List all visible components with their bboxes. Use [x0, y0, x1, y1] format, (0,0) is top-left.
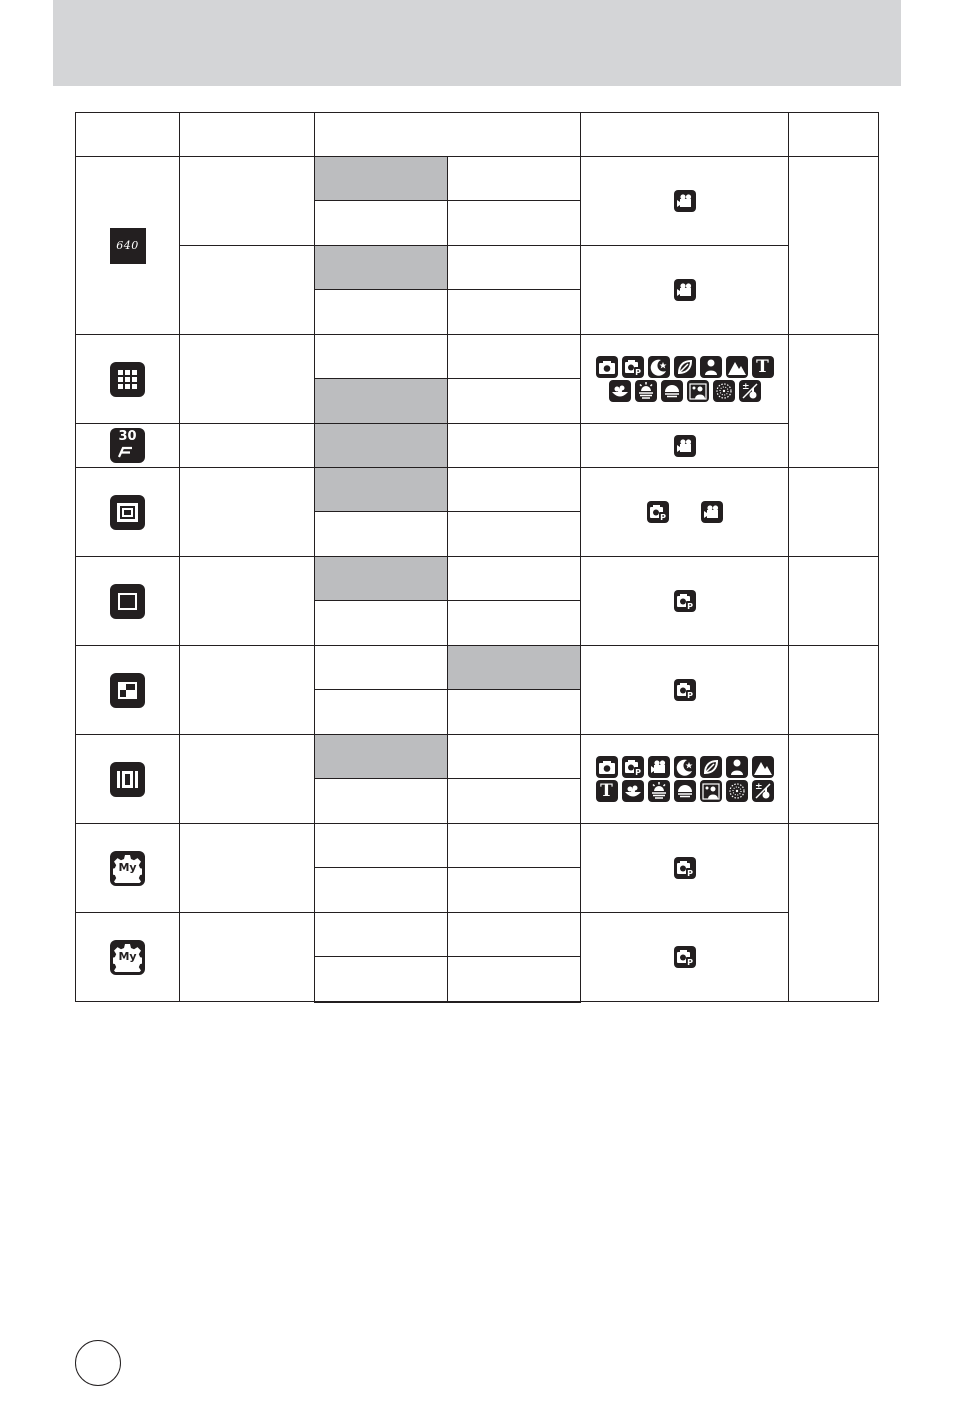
- table-row: [76, 557, 879, 601]
- auto-icon: [596, 756, 618, 778]
- mode-icons-cell: [581, 335, 789, 424]
- page-cell: [789, 335, 879, 468]
- submenu-cell: [448, 824, 581, 868]
- portrait-icon: [726, 756, 748, 778]
- mycam-setting-icon: My: [110, 851, 145, 886]
- header-cell-tab: [76, 113, 180, 157]
- table-row: [76, 735, 879, 779]
- submenu-cell: [448, 290, 581, 335]
- submenu-cell: [448, 779, 581, 824]
- beach-snow-icon: [661, 380, 683, 402]
- submenu-cell-selected: [315, 735, 448, 779]
- submenu-cell-selected: [315, 246, 448, 290]
- dawn-icon: [752, 780, 774, 802]
- menu-name-cell: [180, 557, 315, 646]
- submenu-cell: [315, 335, 448, 379]
- submenu-cell: [315, 512, 448, 557]
- landscape-icon: [752, 756, 774, 778]
- header-cell-mode: [581, 113, 789, 157]
- menu-name-cell: [180, 157, 315, 246]
- metering-multi-icon: [110, 495, 145, 530]
- program-icon: [622, 756, 644, 778]
- page-cell: [789, 735, 879, 824]
- submenu-cell: [448, 868, 581, 913]
- submenu-cell: [448, 201, 581, 246]
- header-band: [53, 0, 901, 86]
- page-cell: [789, 824, 879, 1002]
- submenu-cell: [315, 290, 448, 335]
- submenu-cell: [315, 957, 448, 1002]
- menu-name-cell: [180, 824, 315, 913]
- menu-icon-cell: [76, 335, 180, 424]
- mode-icons-cell: [581, 424, 789, 468]
- program-icon: [674, 857, 696, 879]
- mode-icons-cell: [581, 157, 789, 246]
- mode-icons-cell: [581, 646, 789, 735]
- submenu-cell: [448, 957, 581, 1002]
- table-row: [76, 335, 879, 379]
- food-icon: [622, 780, 644, 802]
- submenu-cell: [448, 690, 581, 735]
- landscape-icon: [726, 356, 748, 378]
- submenu-cell: [448, 335, 581, 379]
- program-icon: [622, 356, 644, 378]
- children-icon: [687, 380, 709, 402]
- submenu-cell-selected: [315, 424, 448, 468]
- submenu-cell: [448, 157, 581, 201]
- submenu-cell-selected: [448, 646, 581, 690]
- submenu-cell: [448, 512, 581, 557]
- menu-name-cell: [180, 646, 315, 735]
- menu-icon-cell: [76, 157, 180, 335]
- backlight-icon: [648, 780, 670, 802]
- text-icon: T: [596, 780, 618, 802]
- menu-icon-cell: [76, 824, 180, 913]
- mode-icons-cell: [581, 246, 789, 335]
- menu-icon-cell: [76, 468, 180, 557]
- header-cell-submenu: [315, 113, 581, 157]
- submenu-cell: [448, 913, 581, 957]
- macro-icon: [674, 356, 696, 378]
- menu-settings-table: [75, 112, 879, 1003]
- table-row: [76, 157, 879, 201]
- auto-icon: [596, 356, 618, 378]
- metering-center-icon: [110, 673, 145, 708]
- stabilizer-icon: [110, 762, 145, 797]
- submenu-cell: [315, 779, 448, 824]
- children-icon: [700, 780, 722, 802]
- mode-icons-cell: [581, 913, 789, 1002]
- program-icon: [674, 679, 696, 701]
- mode-icons-cell: [581, 557, 789, 646]
- submenu-cell: [315, 868, 448, 913]
- movie-icon: [674, 190, 696, 212]
- quality-grid-icon: [110, 362, 145, 397]
- submenu-cell: [448, 379, 581, 424]
- program-icon: [674, 590, 696, 612]
- fireworks-icon: [713, 380, 735, 402]
- backlight-icon: [635, 380, 657, 402]
- menu-name-cell: [180, 424, 315, 468]
- night-icon: [648, 356, 670, 378]
- beach-snow-icon: [674, 780, 696, 802]
- movie-icon: [701, 501, 723, 523]
- header-cell-page: [789, 113, 879, 157]
- submenu-cell: [315, 913, 448, 957]
- menu-name-cell: [180, 913, 315, 1002]
- program-icon: [647, 501, 669, 523]
- submenu-cell-selected: [315, 557, 448, 601]
- table-row: [76, 424, 879, 468]
- table-row: [76, 246, 879, 290]
- mycam-setting-icon: My: [110, 940, 145, 975]
- submenu-cell: [315, 201, 448, 246]
- table-row: [76, 468, 879, 512]
- table-row: [76, 913, 879, 957]
- mode-icons-cell: [581, 735, 789, 824]
- submenu-cell: [448, 601, 581, 646]
- submenu-cell: [448, 735, 581, 779]
- submenu-cell: [315, 646, 448, 690]
- menu-name-cell: [180, 335, 315, 424]
- header-cell-menu: [180, 113, 315, 157]
- submenu-cell: [315, 601, 448, 646]
- table-header-row: [76, 113, 879, 157]
- menu-name-cell: [180, 468, 315, 557]
- menu-icon-cell: [76, 646, 180, 735]
- submenu-cell: [448, 246, 581, 290]
- submenu-cell: [448, 468, 581, 512]
- mode-icons-cell: [581, 824, 789, 913]
- page-cell: [789, 557, 879, 646]
- movie-icon: [648, 756, 670, 778]
- page-cell: [789, 468, 879, 557]
- submenu-cell-selected: [315, 379, 448, 424]
- submenu-cell-selected: [315, 468, 448, 512]
- dawn-icon: [739, 380, 761, 402]
- metering-spot-icon: [110, 584, 145, 619]
- table-row: [76, 824, 879, 868]
- table-row: [76, 646, 879, 690]
- macro-icon: [700, 756, 722, 778]
- food-icon: [609, 380, 631, 402]
- size-640-icon: 640: [110, 228, 146, 264]
- frame-rate-30-icon: 30: [110, 428, 145, 463]
- menu-icon-cell: [76, 557, 180, 646]
- mode-icons-cell: [581, 468, 789, 557]
- page-cell: [789, 646, 879, 735]
- menu-name-cell: [180, 246, 315, 335]
- submenu-cell: [448, 557, 581, 601]
- submenu-cell: [315, 690, 448, 735]
- submenu-cell: [315, 824, 448, 868]
- submenu-cell: [448, 424, 581, 468]
- menu-name-cell: [180, 735, 315, 824]
- night-icon: [674, 756, 696, 778]
- movie-icon: [674, 279, 696, 301]
- menu-icon-cell: [76, 424, 180, 468]
- text-icon: T: [752, 356, 774, 378]
- movie-icon: [674, 435, 696, 457]
- page-number-circle: [75, 1340, 121, 1386]
- fireworks-icon: [726, 780, 748, 802]
- page-cell: [789, 157, 879, 335]
- menu-icon-cell: [76, 913, 180, 1002]
- program-icon: [674, 946, 696, 968]
- submenu-cell-selected: [315, 157, 448, 201]
- menu-icon-cell: [76, 735, 180, 824]
- portrait-icon: [700, 356, 722, 378]
